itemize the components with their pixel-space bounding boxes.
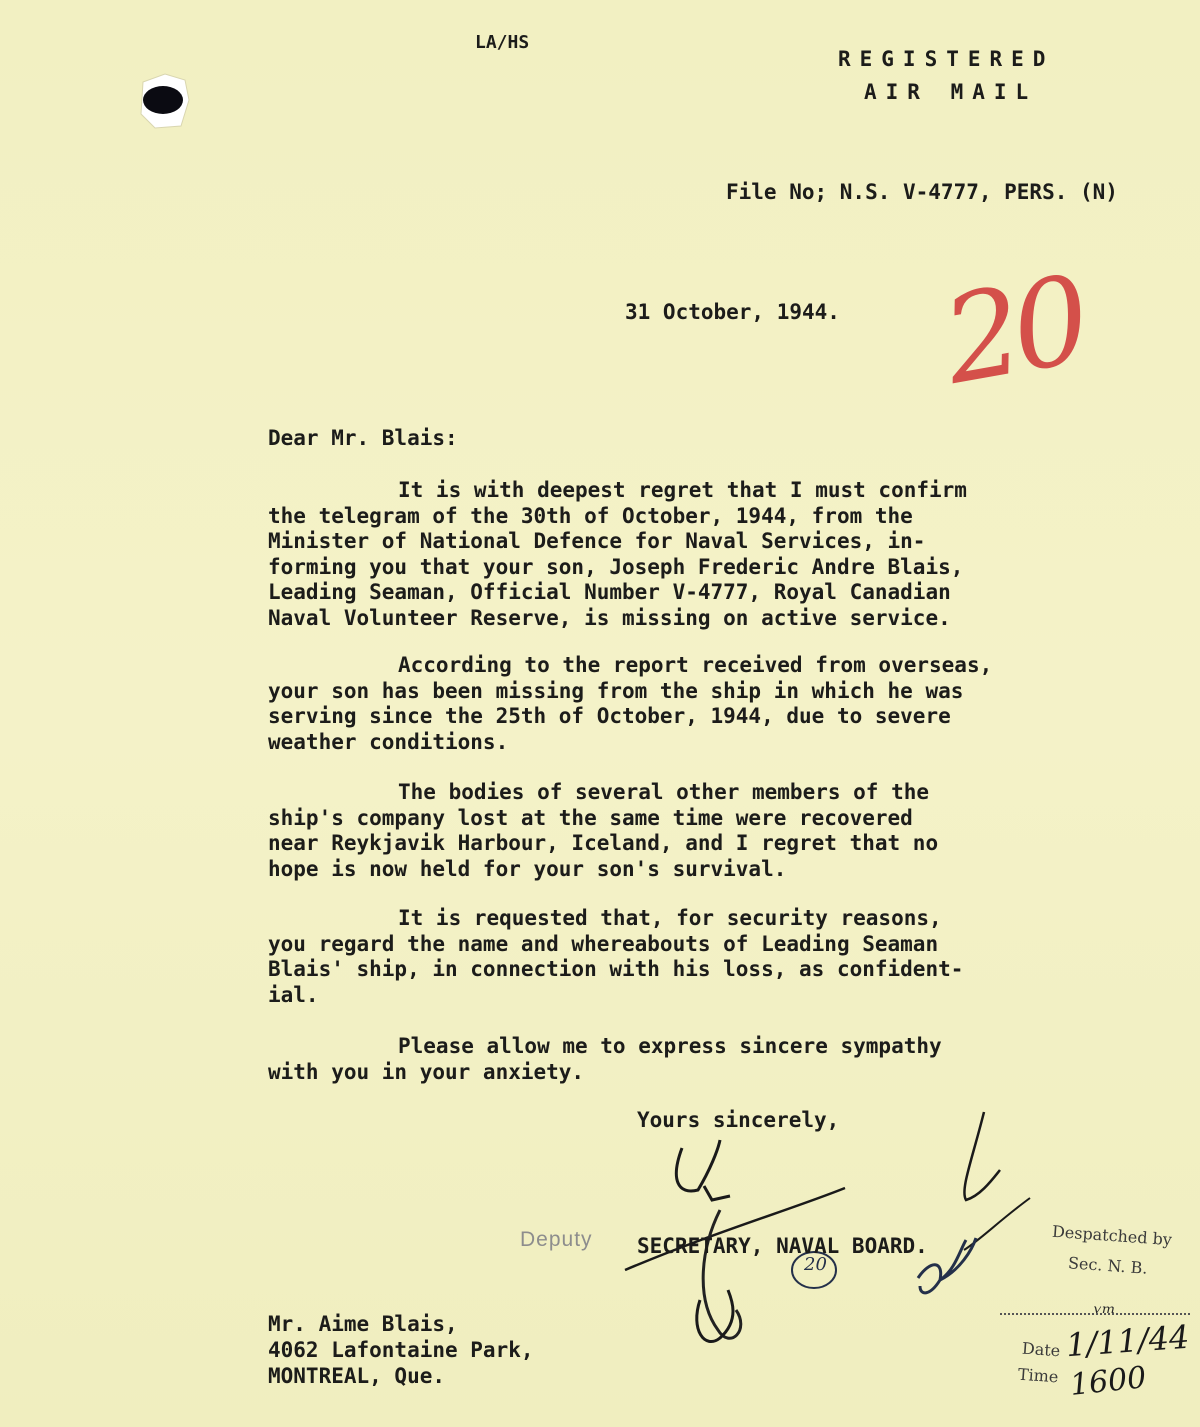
addressee-name: Mr. Aime Blais, (268, 1312, 458, 1336)
letter-date: 31 October, 1944. (625, 300, 840, 324)
dispatch-date-value: 1/11/44 (1064, 1317, 1191, 1365)
paragraph-4: It is requested that, for security reasons, you regard the name and whereabouts of Leading Seaman Blais' ship, in connection with his loss, as confident- ial. (268, 906, 964, 1007)
punch-hole (135, 70, 193, 132)
dispatch-initials-scribble: ᵥₘ (1094, 1294, 1116, 1319)
dispatch-time-value: 1600 (1068, 1360, 1148, 1403)
addressee-street: 4062 Lafontaine Park, (268, 1338, 534, 1362)
red-annotation-number: 20 (933, 251, 1093, 412)
dispatch-stamp-line2: Sec. N. B. (1067, 1253, 1149, 1278)
air-mail-label: AIR MAIL (864, 80, 1038, 104)
deputy-stamp: Deputy (520, 1228, 593, 1251)
closing: Yours sincerely, (637, 1108, 840, 1132)
dispatch-time-label: Time (1017, 1364, 1060, 1387)
dispatch-stamp-line1: Despatched by (1051, 1221, 1173, 1250)
handwritten-initials: 20 (804, 1254, 827, 1275)
reference-initials: LA/HS (475, 32, 530, 53)
salutation: Dear Mr. Blais: (268, 426, 458, 450)
paragraph-5: Please allow me to express sincere sympathy with you in your anxiety. (268, 1034, 942, 1084)
registered-label: REGISTERED (838, 47, 1055, 71)
paragraph-1: It is with deepest regret that I must confirm the telegram of the 30th of October, 1944, from the Minister of National Defence for Naval Services, in- forming you that your son, Joseph Frederic Andre Blais, Leading Seaman, Official Number V-4777, Royal Canadian Naval Volunteer Reserve, is missing on active service. (268, 478, 967, 630)
paragraph-2: According to the report received from overseas, your son has been missing from the ship in which he was serving since the 25th of October, 1944, due to severe weather conditions. (268, 653, 993, 754)
signatory-title: SECRETARY, NAVAL BOARD. (637, 1234, 928, 1258)
dispatch-date-label: Date (1021, 1338, 1061, 1361)
addressee-city: MONTREAL, Que. (268, 1364, 446, 1388)
paragraph-3: The bodies of several other members of the ship's company lost at the same time were recovered near Reykjavik Harbour, Iceland, and I regret that no hope is now held for your son's survival. (268, 780, 939, 881)
file-number: File No; N.S. V-4777, PERS. (N) (726, 180, 1118, 204)
